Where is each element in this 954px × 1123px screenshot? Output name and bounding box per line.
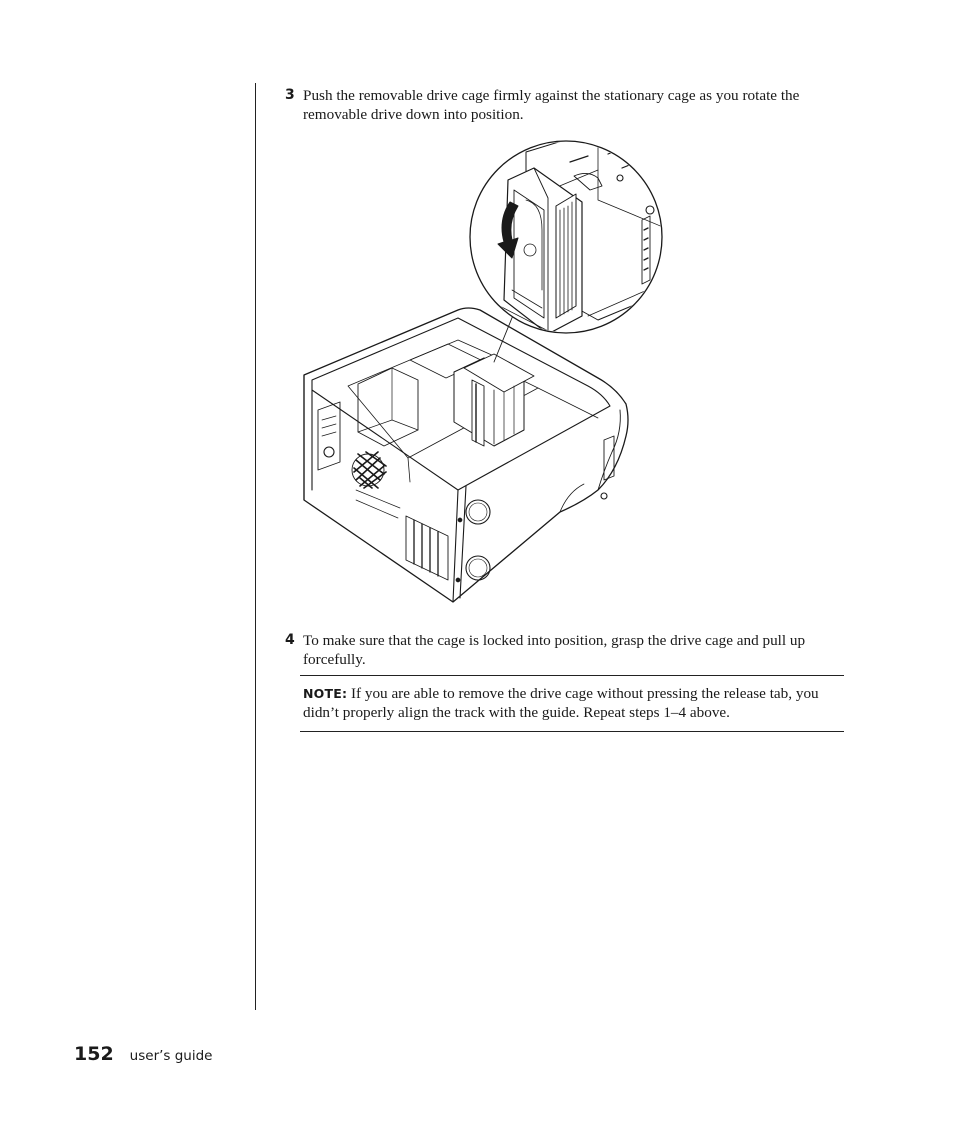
step-3	[285, 86, 845, 124]
running-title: user’s guide	[129, 1048, 213, 1064]
drive-cage-illustration	[298, 140, 668, 610]
step-text: Push the removable drive cage firmly against the stationary cage as you rotate the removable drive down into position.	[303, 87, 800, 123]
page-footer	[74, 1043, 213, 1067]
step-number: 3	[285, 87, 295, 103]
note-label: NOTE:	[303, 686, 348, 701]
note-text: If you are able to remove the drive cage without pressing the release tab, you didn’t properly align the track with the guide. Repeat steps 1–4 above.	[303, 685, 819, 721]
step-4	[285, 631, 845, 669]
margin-rule	[255, 83, 256, 1010]
page-number: 152	[74, 1043, 114, 1065]
note-box	[300, 675, 844, 732]
step-number: 4	[285, 632, 295, 648]
step-text: To make sure that the cage is locked into position, grasp the drive cage and pull up forcefully.	[303, 632, 806, 668]
